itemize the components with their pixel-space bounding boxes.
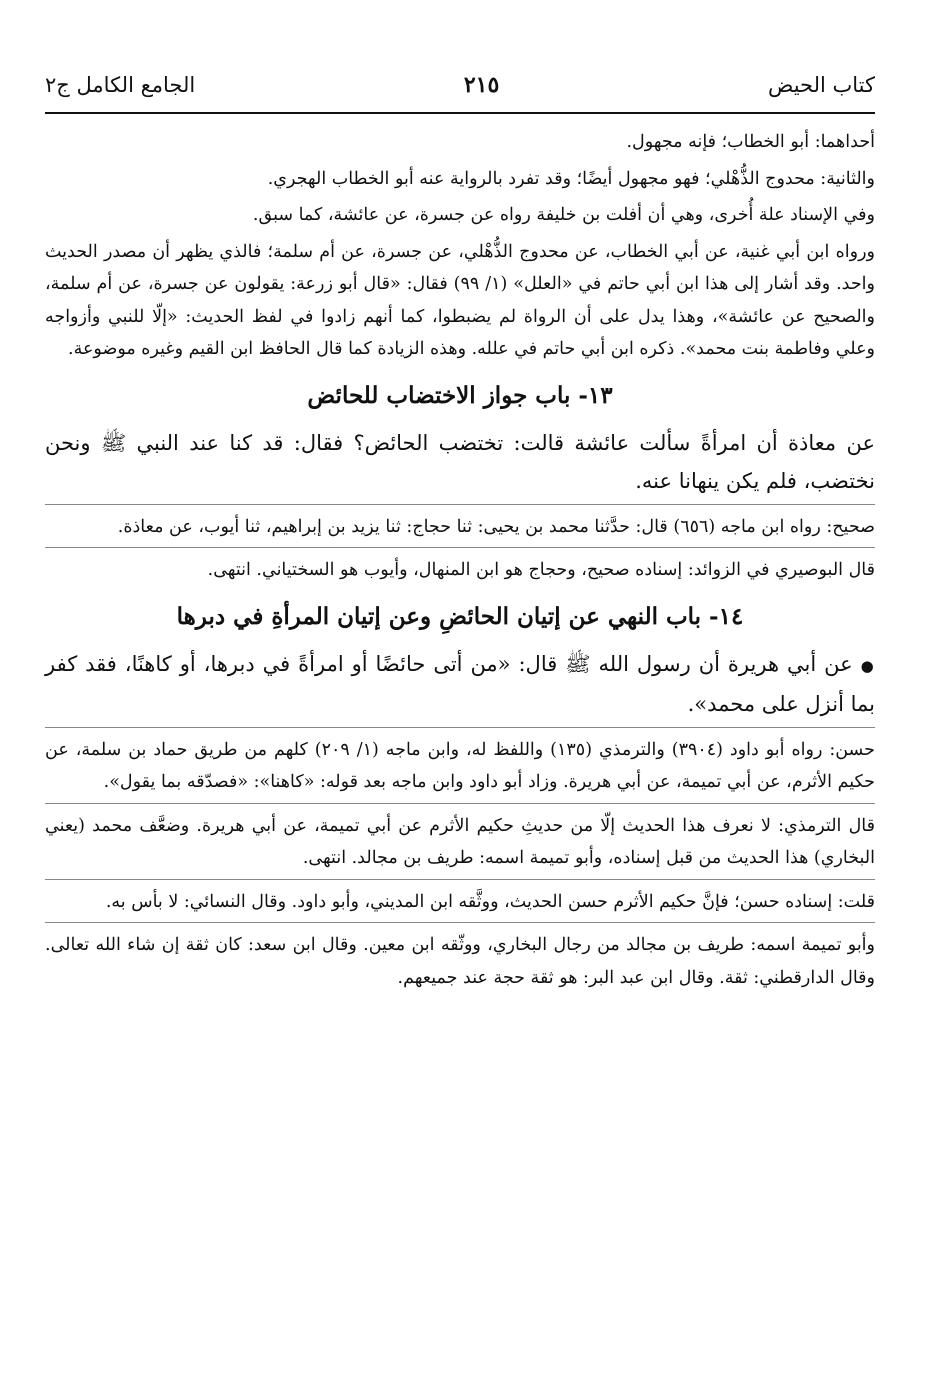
commentary: وأبو تميمة اسمه: طريف بن مجالد من رجال البخاري، ووثّقه ابن معين. وقال ابن سعد: كان ثقة إن شاء الله تعالى. وقال الدارقطني: ثقة. وقال ابن عبد البر: هو ثقة حجة عند جميعهم. xyxy=(45,935,875,988)
paragraph: ورواه ابن أبي غنية، عن أبي الخطاب، عن محدوج الذُّهْلي، عن جسرة، عن أم سلمة؛ فالذي يظهر أن مصدر الحديث واحد. وقد أشار إلى هذا ابن أبي حاتم في «العلل» (١/ ٩٩) فقال: «قال أبو زرعة: يقولون عن جسرة، عن أم سلمة، والصحيح عن عائشة»، وهذا يدل على أن الرواة لم يضبطوا، كما أنهم زادوا في لفظ الحديث: «إلّا للنبي وأزواجه وعلي وفاطمة بنت محمد». ذكره ابن أبي حاتم في علله. وهذه الزيادة كما قال الحافظ ابن القيم وغيره موضوعة. xyxy=(45,241,875,359)
divider xyxy=(45,504,875,505)
divider xyxy=(45,922,875,923)
header-chapter: كتاب الحيض xyxy=(767,73,875,97)
header-book-title: الجامع الكامل ج٢ xyxy=(45,73,196,97)
commentary: قال الترمذي: لا نعرف هذا الحديث إلّا من حديثِ حكيم الأثرم عن أبي تميمة، عن أبي هريرة. وضعَّف محمد (يعني البخاري) هذا الحديث من قبل إسناده، وأبو تميمة اسمه: طريف بن مجالد. انتهى. xyxy=(45,815,875,868)
page-number: ٢١٥ xyxy=(463,72,500,98)
divider xyxy=(45,803,875,804)
section-heading: ١٣- باب جواز الاختضاب للحائض xyxy=(307,381,613,409)
paragraph: أحداهما: أبو الخطاب؛ فإنه مجهول. xyxy=(626,132,875,152)
commentary: قلت: إسناده حسن؛ فإنَّ حكيم الأثرم حسن الحديث، ووثَّقه ابن المديني، وأبو داود. وقال النسائي: لا بأس به. xyxy=(105,891,875,912)
divider xyxy=(45,547,875,548)
book-page xyxy=(45,72,875,998)
commentary: قال البوصيري في الزوائد: إسناده صحيح، وحجاج هو ابن المنهال، وأيوب هو السختياني. انتهى. xyxy=(207,560,875,580)
commentary: صحيح: رواه ابن ماجه (٦٥٦) قال: حدَّثنا محمد بن يحيى: ثنا حجاج: ثنا يزيد بن إبراهيم، ثنا أيوب، عن معاذة. xyxy=(117,516,875,537)
hadith-text: عن معاذة أن امرأةً سألت عائشة قالت: تختضب الحائض؟ فقال: قد كنا عند النبي ﷺ ونحن نختضب، فلم يكن ينهانا عنه. xyxy=(45,430,875,493)
divider xyxy=(45,879,875,880)
divider xyxy=(45,727,875,728)
paragraph: والثانية: محدوج الذُّهْلي؛ فهو مجهول أيضًا؛ وقد تفرد بالرواية عنه أبو الخطاب الهجري. xyxy=(267,168,875,189)
hadith-text: ● عن أبي هريرة أن رسول الله ﷺ قال: «من أتى حائضًا أو امرأةً في دبرها، أو كاهنًا، فقد كفر بما أنزل على محمد». xyxy=(45,645,875,723)
header-rule xyxy=(45,112,875,114)
page-header xyxy=(45,72,875,112)
paragraph: وفي الإسناد علة أُخرى، وهي أن أفلت بن خليفة رواه عن جسرة، عن عائشة، كما سبق. xyxy=(252,205,875,225)
section-heading: ١٤- باب النهي عن إتيان الحائضِ وعن إتيان المرأةِ في دبرها xyxy=(176,602,744,630)
commentary: حسن: رواه أبو داود (٣٩٠٤) والترمذي (١٣٥) واللفظ له، وابن ماجه (١/ ٢٠٩) كلهم من طريق حماد بن سلمة، عن حكيم الأثرم، عن أبي تميمة، عن أبي هريرة. وزاد أبو داود وابن ماجه بعد قوله: «كاهنا»: «فصدّقه بما يقول». xyxy=(45,739,875,792)
